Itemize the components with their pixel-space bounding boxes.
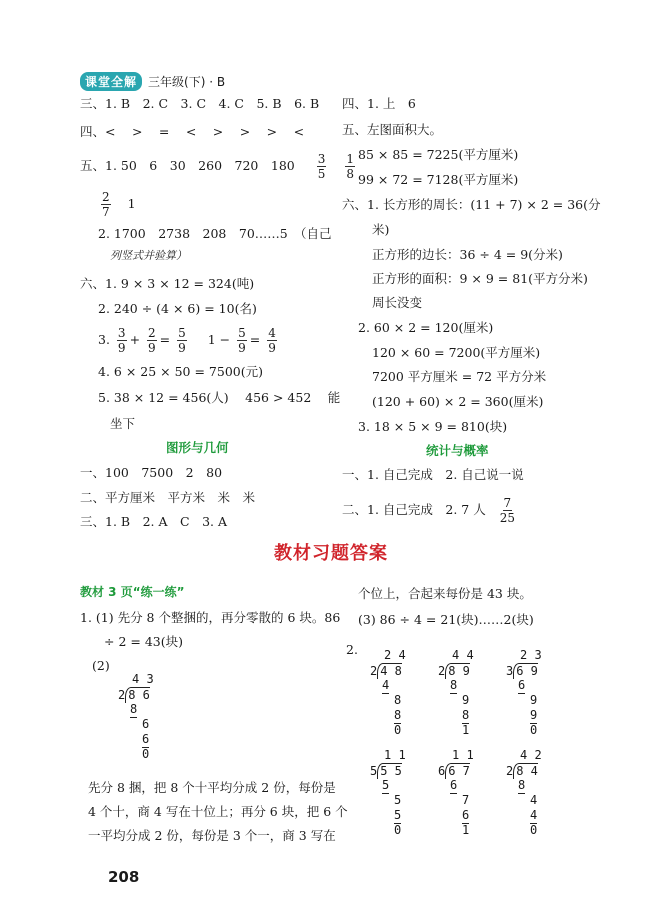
fraction: $\frac{3}{5}$ bbox=[317, 152, 326, 181]
answer-line: 列竖式并验算） bbox=[110, 249, 187, 262]
answer-line: (2) bbox=[92, 658, 110, 673]
answer-line: 周长没变 bbox=[372, 295, 423, 310]
answer-line: $\frac{2}{7}$ 1 bbox=[102, 190, 136, 219]
answer-line: 3. $\frac{3}{9}$ + $\frac{2}{9}$ = $\frac{5}{9}$ 1 − $\frac{5}{9}$ = $\frac{4}{9}$ bbox=[98, 326, 276, 355]
answer-line: ÷ 2 = 43(块) bbox=[104, 634, 183, 649]
answer-line: 85 × 85 = 7225(平方厘米) bbox=[358, 147, 519, 162]
main-title: 教材习题答案 bbox=[274, 543, 388, 564]
fraction: $\frac{2}{9}$ bbox=[148, 326, 156, 355]
answer-line: 米) bbox=[372, 222, 390, 237]
section-title-geometry: 图形与几何 bbox=[166, 440, 229, 455]
fraction: $\frac{2}{7}$ bbox=[102, 190, 110, 219]
long-division: 4 2 2 8 4 8 4 4 0 bbox=[506, 748, 542, 837]
answer-line: 一、1. 自己完成 2. 自己说一说 bbox=[342, 467, 524, 482]
answer-line: 1. (1) 先分 8 个整捆的，再分零散的 6 块。86 bbox=[80, 610, 341, 625]
page-header bbox=[80, 72, 225, 91]
answer-line: 7200 平方厘米 = 72 平方分米 bbox=[372, 369, 547, 384]
answer-line: 2. 60 × 2 = 120(厘米) bbox=[358, 320, 494, 335]
fraction: $\frac{1}{8}$ bbox=[346, 152, 354, 181]
answer-line: 二、平方厘米 平方米 米 米 bbox=[80, 490, 256, 505]
answer-line bbox=[80, 152, 358, 181]
fraction: $\frac{5}{9}$ bbox=[238, 326, 246, 355]
subsection-title: 教材 3 页“练一练” bbox=[80, 585, 185, 599]
answer-line: 六、1. 长方形的周长：(11 + 7) × 2 = 36(分 bbox=[342, 197, 601, 212]
answer-line: 2. 240 ÷ (4 × 6) = 10(名) bbox=[98, 301, 257, 316]
fraction: $\frac{4}{9}$ bbox=[268, 326, 276, 355]
answer-text: 五、1. 50 6 30 260 720 180 bbox=[80, 158, 295, 173]
answer-line: 六、1. 9 × 3 × 12 = 324(吨) bbox=[80, 276, 255, 291]
answer-line: 一、100 7500 2 80 bbox=[80, 465, 223, 480]
answer-line: 2. bbox=[346, 642, 358, 657]
brand-logo: 课堂全解 bbox=[80, 72, 142, 91]
answer-line: 正方形的边长：36 ÷ 4 = 9(分米) bbox=[372, 247, 563, 262]
answer-line: 二、1. 自己完成 2. 7 人 $\frac{7}{25}$ bbox=[342, 496, 515, 525]
section-title-statistics: 统计与概率 bbox=[426, 443, 489, 458]
long-division: 4 4 2 8 9 8 9 8 1 bbox=[438, 648, 474, 737]
answer-line: 正方形的面积：9 × 9 = 81(平方分米) bbox=[372, 271, 588, 286]
page-number: 208 bbox=[108, 868, 140, 886]
answer-line: 五、左图面积大。 bbox=[342, 122, 443, 137]
answer-line: 4. 6 × 25 × 50 = 7500(元) bbox=[98, 364, 263, 379]
fraction: $\frac{5}{9}$ bbox=[178, 326, 186, 355]
answer-line: 120 × 60 = 7200(平方厘米) bbox=[372, 345, 541, 360]
long-division: 2 3 3 6 9 6 9 9 0 bbox=[506, 648, 542, 737]
answer-line: 2. 1700 2738 208 70……5 （自己 bbox=[98, 226, 332, 241]
answer-line: (120 + 60) × 2 = 360(厘米) bbox=[372, 394, 544, 409]
answer-line: 三、1. B 2. C 3. C 4. C 5. B 6. B bbox=[80, 96, 320, 111]
grade-label: 三年级(下) · B bbox=[148, 75, 226, 89]
answer-line: 99 × 72 = 7128(平方厘米) bbox=[358, 172, 519, 187]
answer-line: (3) 86 ÷ 4 = 21(块)……2(块) bbox=[358, 612, 534, 627]
answer-line: 三、1. B 2. A C 3. A bbox=[80, 514, 228, 529]
long-division: 1 1 5 5 5 5 5 5 0 bbox=[370, 748, 406, 837]
answer-line: 4 个十，商 4 写在十位上；再分 6 块，把 6 个 bbox=[88, 804, 348, 819]
answer-line: 3. 18 × 5 × 9 = 810(块) bbox=[358, 419, 508, 434]
answer-line: 四、1. 上 6 bbox=[342, 96, 416, 111]
long-division: 1 1 6 6 7 6 7 6 1 bbox=[438, 748, 474, 837]
fraction: $\frac{3}{9}$ bbox=[117, 326, 126, 355]
answer-line: 四、< > = < > > > < bbox=[80, 124, 305, 139]
fraction: $\frac{7}{25}$ bbox=[499, 496, 515, 525]
answer-line: 先分 8 捆，把 8 个十平均分成 2 份，每份是 bbox=[88, 780, 336, 795]
answer-line: 5. 38 × 12 = 456(人) 456 > 452 能 bbox=[98, 390, 341, 405]
long-division: 2 4 2 4 8 4 8 8 0 bbox=[370, 648, 406, 737]
answer-line: 一平均分成 2 份，每份是 3 个一，商 3 写在 bbox=[88, 828, 336, 843]
answer-line: 个位上，合起来每份是 43 块。 bbox=[358, 586, 532, 601]
long-division: 4 3 2 8 6 8 6 6 0 bbox=[118, 672, 154, 761]
answer-line: 坐下 bbox=[110, 416, 136, 431]
